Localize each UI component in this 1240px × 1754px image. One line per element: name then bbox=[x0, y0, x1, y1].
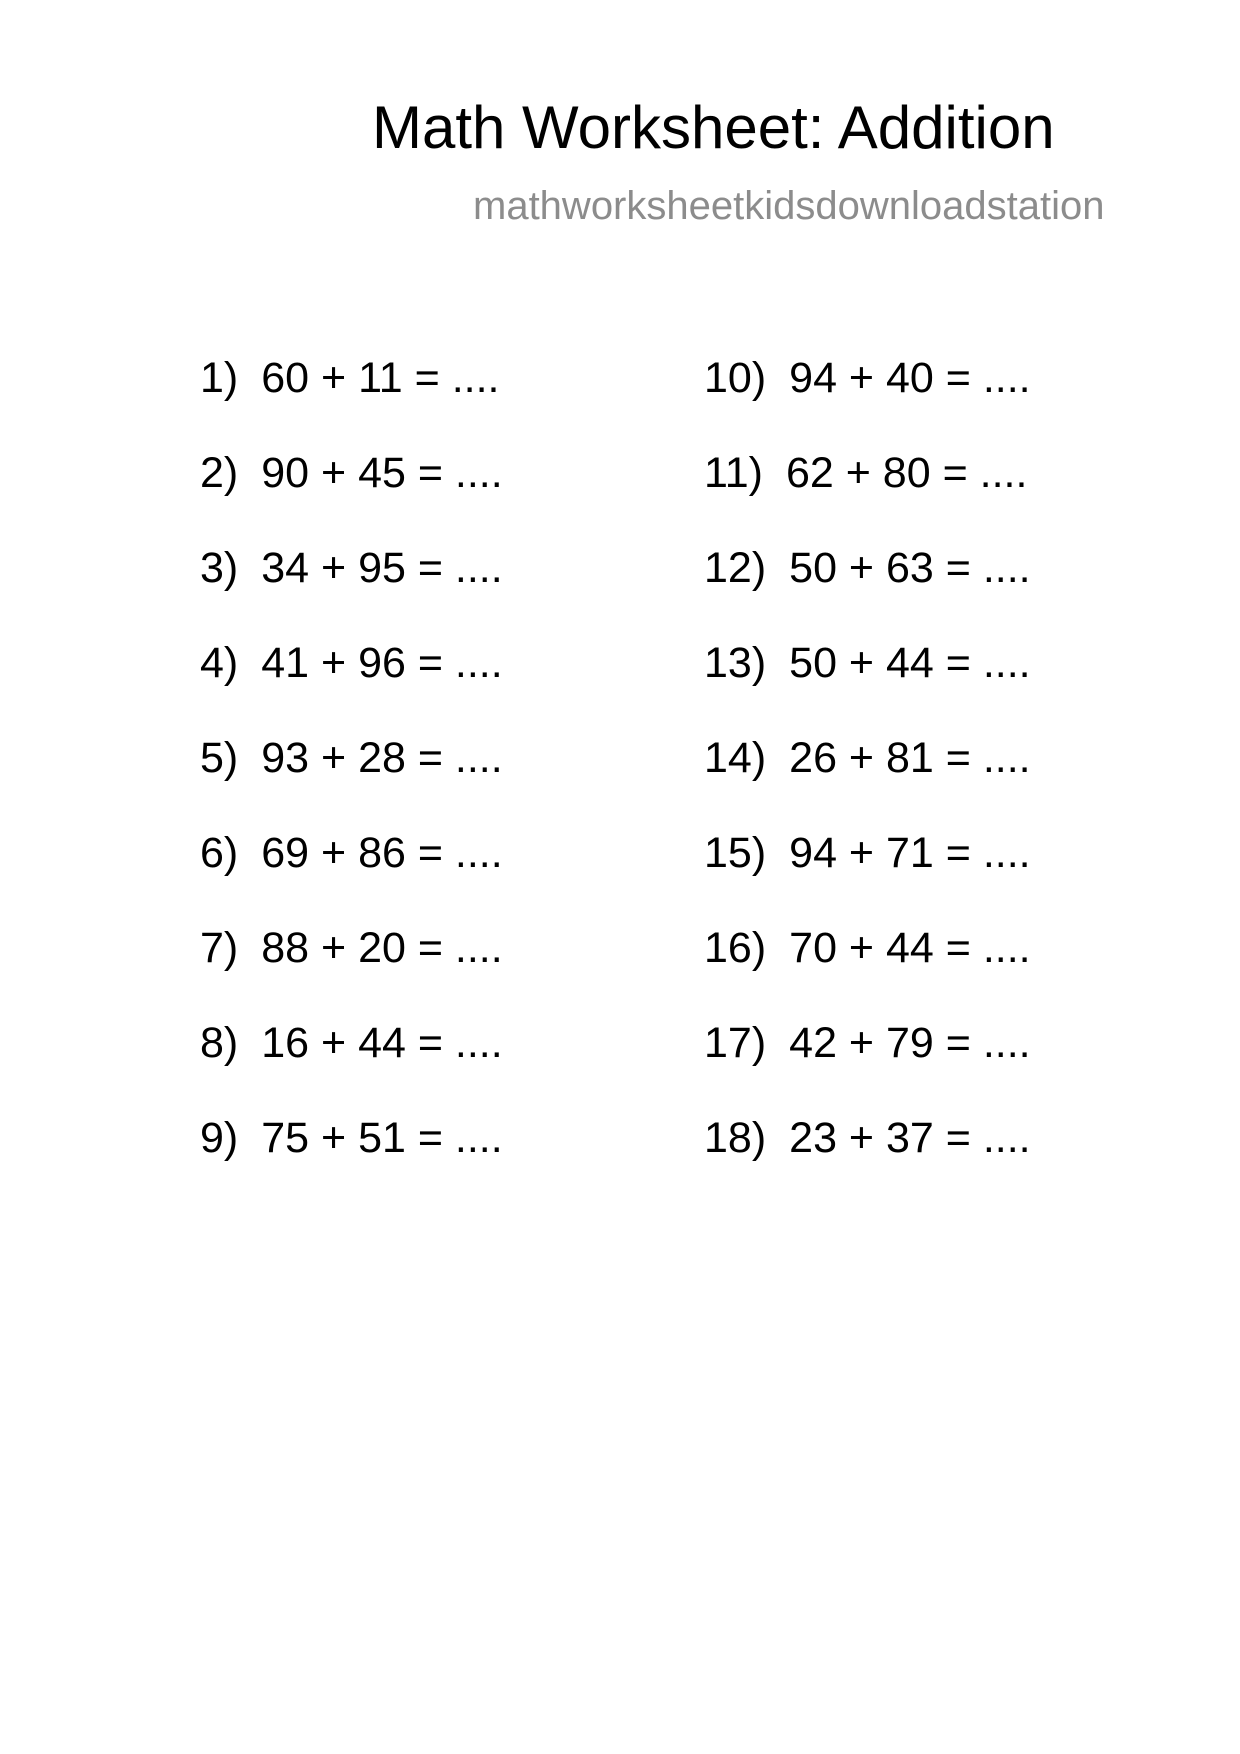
problem-number: 9) bbox=[200, 1114, 239, 1162]
problem-number: 15) bbox=[704, 829, 767, 877]
problem-3 bbox=[200, 544, 503, 592]
problem-number: 16) bbox=[704, 924, 767, 972]
problem-expression: 62 + 80 = .... bbox=[785, 449, 1028, 497]
problem-number: 14) bbox=[704, 734, 767, 782]
problem-number: 10) bbox=[704, 354, 767, 402]
problem-13 bbox=[704, 639, 1031, 687]
problem-number: 18) bbox=[704, 1114, 767, 1162]
problem-number: 4) bbox=[200, 639, 239, 687]
problem-expression: 50 + 44 = .... bbox=[789, 639, 1031, 687]
problem-number: 5) bbox=[200, 734, 239, 782]
problem-expression: 90 + 45 = .... bbox=[261, 449, 503, 497]
problem-15 bbox=[704, 829, 1031, 877]
page-subtitle: mathworksheetkidsdownloadstation bbox=[473, 184, 1105, 228]
problem-expression: 26 + 81 = .... bbox=[789, 734, 1031, 782]
problem-4 bbox=[200, 639, 503, 687]
problem-12 bbox=[704, 544, 1031, 592]
problem-number: 3) bbox=[200, 544, 239, 592]
problem-expression: 23 + 37 = .... bbox=[789, 1114, 1031, 1162]
problem-number: 2) bbox=[200, 449, 239, 497]
problem-expression: 41 + 96 = .... bbox=[261, 639, 503, 687]
problem-expression: 70 + 44 = .... bbox=[789, 924, 1031, 972]
problem-8 bbox=[200, 1019, 503, 1067]
problem-number: 11) bbox=[704, 449, 763, 497]
problem-number: 17) bbox=[704, 1019, 767, 1067]
problem-16 bbox=[704, 924, 1031, 972]
problem-10 bbox=[704, 354, 1031, 402]
problem-6 bbox=[200, 829, 503, 877]
problem-7 bbox=[200, 924, 503, 972]
problem-expression: 60 + 11 = .... bbox=[261, 354, 500, 402]
problem-expression: 94 + 40 = .... bbox=[789, 354, 1031, 402]
problem-9 bbox=[200, 1114, 503, 1162]
problem-number: 6) bbox=[200, 829, 239, 877]
problem-number: 12) bbox=[704, 544, 767, 592]
problem-expression: 69 + 86 = .... bbox=[261, 829, 503, 877]
problem-expression: 75 + 51 = .... bbox=[261, 1114, 503, 1162]
problem-14 bbox=[704, 734, 1031, 782]
problem-11 bbox=[704, 449, 1028, 497]
problem-expression: 50 + 63 = .... bbox=[789, 544, 1031, 592]
problem-number: 1) bbox=[200, 354, 239, 402]
problem-number: 13) bbox=[704, 639, 767, 687]
problem-5 bbox=[200, 734, 503, 782]
problem-number: 8) bbox=[200, 1019, 239, 1067]
page-title: Math Worksheet: Addition bbox=[372, 94, 1055, 161]
problem-expression: 34 + 95 = .... bbox=[261, 544, 503, 592]
problem-expression: 94 + 71 = .... bbox=[789, 829, 1031, 877]
problem-17 bbox=[704, 1019, 1031, 1067]
problem-2 bbox=[200, 449, 503, 497]
problem-expression: 88 + 20 = .... bbox=[261, 924, 503, 972]
problem-expression: 16 + 44 = .... bbox=[261, 1019, 503, 1067]
problem-1 bbox=[200, 354, 500, 402]
problem-number: 7) bbox=[200, 924, 239, 972]
problem-expression: 93 + 28 = .... bbox=[261, 734, 503, 782]
problem-18 bbox=[704, 1114, 1031, 1162]
problem-expression: 42 + 79 = .... bbox=[789, 1019, 1031, 1067]
